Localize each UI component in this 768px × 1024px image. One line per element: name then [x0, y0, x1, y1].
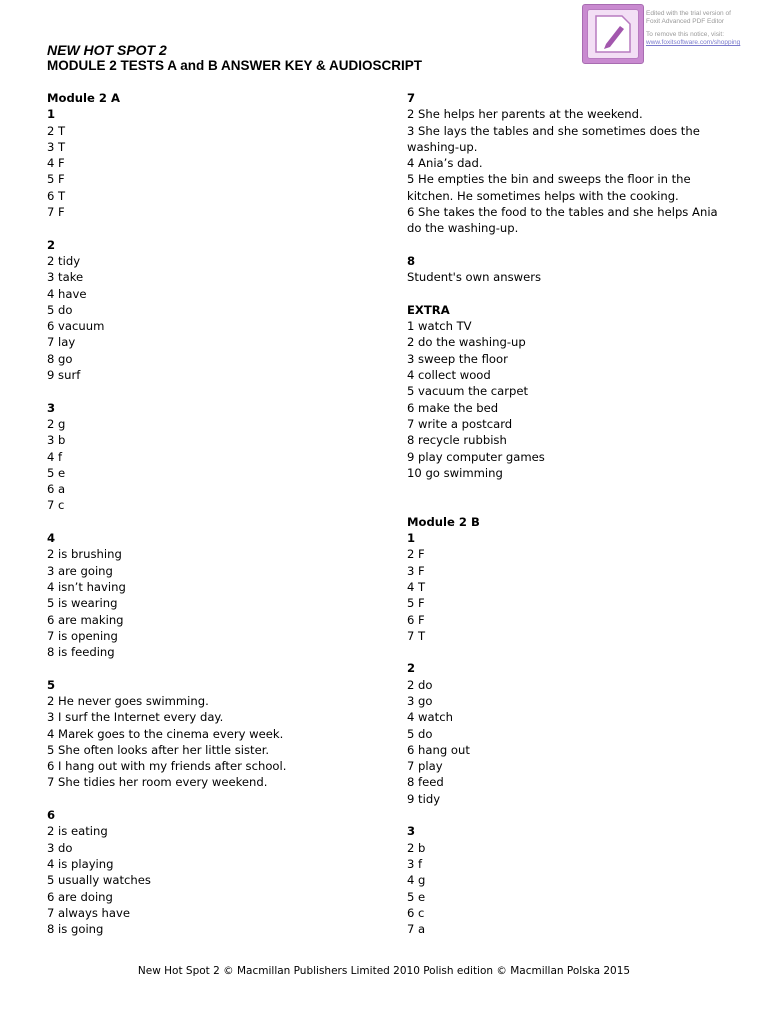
answer-item: 5 He empties the bin and sweeps the floor in the kitchen. He sometimes helps with the cooking. — [407, 172, 691, 203]
answer-item: 2 She helps her parents at the weekend. — [407, 107, 643, 122]
answer-item: 4 watch — [407, 710, 453, 725]
book-title: NEW HOT SPOT 2 — [47, 42, 167, 58]
answer-item: 10 go swimming — [407, 465, 503, 480]
section-b1 — [407, 514, 727, 644]
section-b3 — [407, 823, 727, 937]
pencil-edit-icon — [582, 4, 644, 64]
answer-item: 2 He never goes swimming. — [47, 693, 209, 708]
answer-item: 7 a — [407, 922, 426, 937]
answer-item: 4 g — [407, 873, 426, 888]
answer-item: 2 F — [407, 547, 425, 562]
answer-item: 2 do — [407, 677, 433, 692]
answer-item: 3 are going — [47, 563, 113, 578]
answer-item: 6 hang out — [407, 742, 470, 757]
answer-item: 5 She often looks after her little sister. — [47, 742, 270, 757]
answer-item: 4 isn’t having — [47, 579, 126, 594]
answer-item: 2 is brushing — [47, 547, 122, 562]
answer-item: 6 are doing — [47, 889, 113, 904]
answer-item: 4 f — [47, 449, 63, 464]
left-column — [47, 90, 377, 954]
answer-list — [407, 840, 727, 938]
answer-item: 4 F — [47, 156, 65, 171]
answer-item: 1 watch TV — [407, 319, 472, 334]
answer-item: 9 play computer games — [407, 449, 545, 464]
section-number: 2 — [47, 237, 56, 252]
answer-item: 6 F — [407, 612, 425, 627]
answer-item: 6 She takes the food to the tables and she helps Ania do the washing-up. — [407, 205, 718, 236]
answer-item: 8 is feeding — [47, 645, 115, 660]
answer-list — [47, 823, 377, 937]
answer-item: 6 T — [47, 188, 66, 203]
section-number: 3 — [407, 824, 416, 839]
answer-item: 3 I surf the Internet every day. — [47, 710, 224, 725]
answer-list — [407, 269, 727, 285]
answer-item: 2 g — [47, 416, 66, 431]
answer-item: 6 a — [47, 482, 66, 497]
section-b2 — [407, 660, 727, 807]
answer-item: 2 is eating — [47, 824, 108, 839]
answer-item: 3 b — [47, 433, 66, 448]
answer-list — [407, 106, 727, 236]
answer-item: 5 is wearing — [47, 596, 118, 611]
section-number: 8 — [407, 253, 416, 268]
answer-item: 3 take — [47, 270, 84, 285]
answer-item: 3 go — [407, 693, 433, 708]
answer-item: 7 is opening — [47, 628, 118, 643]
answer-item: 5 usually watches — [47, 873, 151, 888]
answer-item: 4 collect wood — [407, 368, 491, 383]
section-number: 1 — [407, 531, 416, 546]
answer-item: 6 c — [407, 905, 425, 920]
answer-item: 2 b — [407, 840, 426, 855]
answer-list — [47, 123, 377, 221]
answer-item: 3 do — [47, 840, 73, 855]
answer-item: 6 vacuum — [47, 319, 105, 334]
answer-item: 6 are making — [47, 612, 124, 627]
section-extra — [407, 302, 727, 481]
answer-item: 5 do — [47, 302, 73, 317]
answer-item: 8 feed — [407, 775, 444, 790]
answer-item: 5 F — [47, 172, 65, 187]
module-b-title: Module 2 B — [407, 514, 480, 529]
answer-item: 7 write a postcard — [407, 416, 513, 431]
answer-item: 4 Marek goes to the cinema every week. — [47, 726, 284, 741]
section-number: 4 — [47, 531, 56, 546]
notice-line: Foxit Advanced PDF Editor — [646, 18, 725, 25]
answer-item: 7 always have — [47, 905, 131, 920]
answer-item: 8 go — [47, 351, 73, 366]
section-2 — [47, 237, 377, 384]
right-column — [407, 90, 727, 954]
notice-line: To remove this notice, visit: — [646, 31, 725, 38]
module-a-title: Module 2 A — [47, 91, 121, 105]
answer-item: 7 lay — [47, 335, 76, 350]
answer-item: 7 play — [407, 759, 443, 774]
answer-item: 4 Ania’s dad. — [407, 156, 483, 171]
answer-item: 2 T — [47, 123, 66, 138]
answer-item: 4 have — [47, 286, 87, 301]
section-number: EXTRA — [407, 302, 450, 317]
section-number: 5 — [47, 677, 56, 692]
answer-item: 6 make the bed — [407, 400, 499, 415]
answer-item: 7 c — [47, 498, 65, 513]
answer-item: 3 She lays the tables and she sometimes does the washing-up. — [407, 123, 700, 154]
trial-notice — [646, 10, 766, 47]
answer-item: Student's own answers — [407, 270, 542, 285]
answer-item: 4 T — [407, 579, 426, 594]
section-number: 2 — [407, 661, 416, 676]
answer-item: 6 I hang out with my friends after school. — [47, 759, 287, 774]
answer-item: 5 vacuum the carpet — [407, 384, 529, 399]
answer-item: 5 e — [47, 465, 66, 480]
answer-item: 2 tidy — [47, 253, 81, 268]
section-number: 7 — [407, 91, 416, 105]
answer-item: 8 is going — [47, 922, 104, 937]
section-number: 3 — [47, 400, 56, 415]
answer-item: 3 F — [407, 563, 425, 578]
document-title: MODULE 2 TESTS A and B ANSWER KEY & AUDIOSCRIPT — [47, 58, 423, 73]
answer-item: 3 T — [47, 139, 66, 154]
answer-item: 7 T — [407, 628, 426, 643]
section-7 — [407, 90, 727, 237]
answer-list — [407, 677, 727, 807]
section-5 — [47, 677, 377, 791]
answer-item: 7 F — [47, 205, 65, 220]
section-4 — [47, 530, 377, 660]
section-number: 1 — [47, 107, 56, 122]
answer-list — [47, 546, 377, 660]
section-6 — [47, 807, 377, 937]
answer-list — [47, 693, 377, 791]
answer-item: 7 She tidies her room every weekend. — [47, 775, 268, 790]
answer-item: 5 F — [407, 596, 425, 611]
answer-item: 5 e — [407, 889, 426, 904]
shopping-link[interactable]: www.foxitsoftware.com/shopping — [646, 39, 741, 46]
answer-list — [47, 416, 377, 514]
answer-item: 8 recycle rubbish — [407, 433, 507, 448]
answer-item: 3 sweep the floor — [407, 351, 508, 366]
section-3 — [47, 400, 377, 514]
answer-item: 2 do the washing-up — [407, 335, 526, 350]
section-1 — [47, 90, 377, 220]
copyright-footer: New Hot Spot 2 © Macmillan Publishers Limited 2010 Polish edition © Macmillan Polska 2015 — [137, 965, 631, 977]
section-8 — [407, 253, 727, 286]
answer-item: 9 tidy — [407, 791, 441, 806]
answer-item: 5 do — [407, 726, 433, 741]
notice-line: Edited with the trial version of — [646, 10, 731, 17]
answer-list — [407, 318, 727, 481]
answer-item: 4 is playing — [47, 856, 114, 871]
document-header — [47, 42, 422, 74]
section-number: 6 — [47, 808, 56, 823]
answer-item: 9 surf — [47, 368, 81, 383]
answer-item: 3 f — [407, 856, 423, 871]
answer-list — [47, 253, 377, 383]
answer-list — [407, 546, 727, 644]
